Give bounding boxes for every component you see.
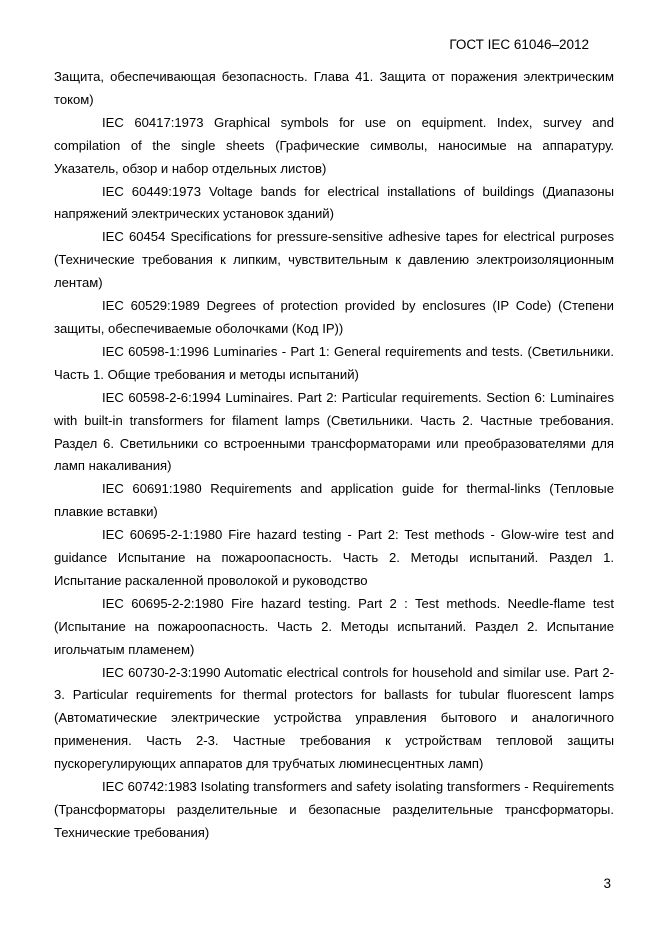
reference-iec-60449: IEC 60449:1973 Voltage bands for electrical installations of buildings (Диапазоны напряжений электрических установок зданий) bbox=[54, 183, 614, 222]
page-number: 3 bbox=[603, 876, 611, 891]
reference-iec-60598-1: IEC 60598-1:1996 Luminaries - Part 1: General requirements and tests. (Светильники. Часть 1. Общие требования и методы испытаний) bbox=[54, 343, 614, 382]
reference-iec-60417: IEC 60417:1973 Graphical symbols for use on equipment. Index, survey and compilation of the single sheets (Графические символы, наносимые на аппаратуру. Указатель, обзор и набор отдельных листов) bbox=[54, 114, 614, 176]
reference-iec-60691: IEC 60691:1980 Requirements and application guide for thermal-links (Тепловые плавкие вставки) bbox=[54, 481, 614, 520]
reference-iec-60695-2-2: IEC 60695-2-2:1980 Fire hazard testing. Part 2 : Test methods. Needle-flame test (Испытание на пожароопасность. Часть 2. Методы испытаний. Раздел 2. Испытание игольчатым пламенем) bbox=[54, 595, 614, 657]
reference-iec-60730-2-3: IEC 60730-2-3:1990 Automatic electrical controls for household and similar use. Part 2-3. Particular requirements for thermal protectors for ballasts for tubular fluorescent lamps (Автоматические электрические устройства управления бытового и аналогичного применения. Часть 2-3. Частные требования к устройствам тепловой защиты пускорегулирующих аппаратов для трубчатых люминесцентных ламп) bbox=[54, 664, 614, 772]
reference-iec-60454: IEC 60454 Specifications for pressure-sensitive adhesive tapes for electrical purposes (Технические требования к липким, чувствительным к давлению электроизоляционным лентам) bbox=[54, 229, 614, 291]
reference-iec-60742: IEC 60742:1983 Isolating transformers and safety isolating transformers - Requirements (Трансформаторы разделительные и безопасные разделительные трансформаторы. Технические требования) bbox=[54, 779, 614, 840]
reference-iec-60529: IEC 60529:1989 Degrees of protection provided by enclosures (IP Code) (Степени защиты, обеспечиваемые оболочками (Код IP)) bbox=[54, 298, 614, 336]
reference-iec-60695-2-1: IEC 60695-2-1:1980 Fire hazard testing - Part 2: Test methods - Glow-wire test and guidance Испытание на пожароопасность. Часть 2. Методы испытаний. Раздел 1. Испытание раскаленной проволокой и руководство bbox=[54, 527, 614, 588]
reference-iec-60598-2-6: IEC 60598-2-6:1994 Luminaires. Part 2: Particular requirements. Section 6: Luminaires with built-in transformers for filament lamps (Светильники. Часть 2. Частные требования. Раздел 6. Светильники со встроенными трансформаторами или преобразователями для ламп накаливания) bbox=[54, 389, 614, 474]
document-header: ГОСТ IEC 61046–2012 bbox=[449, 37, 589, 52]
paragraph-continuation: Защита, обеспечивающая безопасность. Глава 41. Защита от поражения электрическим током) bbox=[54, 69, 614, 107]
document-body bbox=[54, 66, 614, 845]
